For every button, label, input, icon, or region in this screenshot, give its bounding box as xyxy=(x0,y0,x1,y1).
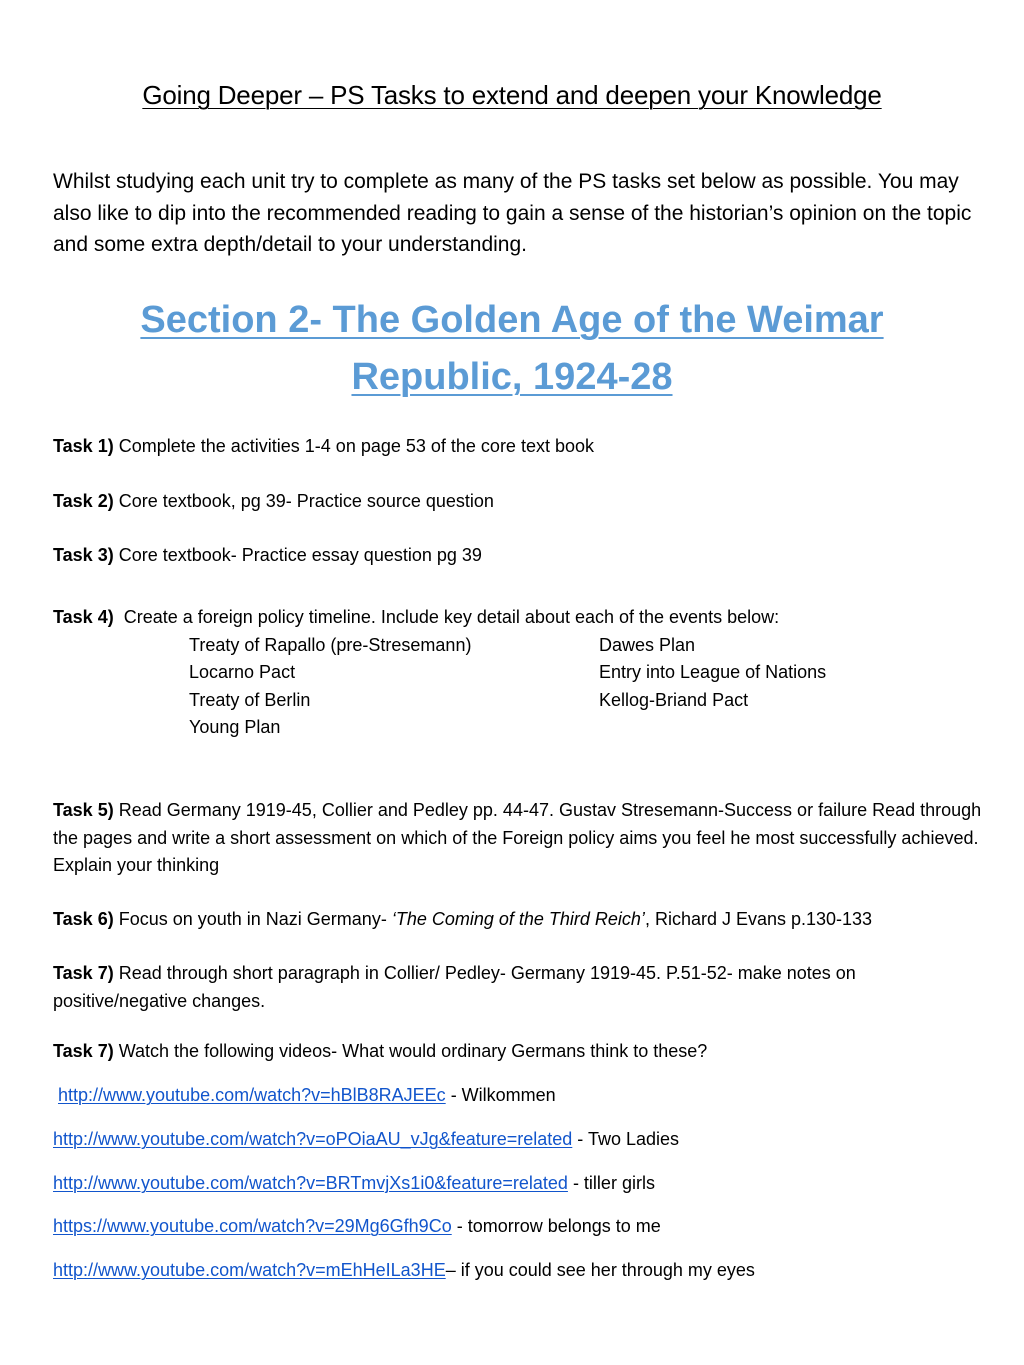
task-2 xyxy=(53,488,983,516)
video-link[interactable]: http://www.youtube.com/watch?v=BRTmvjXs1i0&feature=related xyxy=(53,1173,568,1193)
section-heading-line2: Republic, 1924-28 xyxy=(351,356,673,398)
event-item: Kellog-Briand Pact xyxy=(599,689,749,710)
task-label: Task 6) xyxy=(53,909,114,929)
video-item xyxy=(53,1126,993,1152)
task-label: Task 5) xyxy=(53,800,114,820)
intro-paragraph: Whilst studying each unit try to complete as many of the PS tasks set below as possible. You may also like to dip into the recommended reading to gain a sense of the historian’s opinion on the topic and some extra depth/detail to your understanding. xyxy=(53,170,972,256)
task-4 xyxy=(53,604,983,632)
task-3 xyxy=(53,542,983,570)
video-link[interactable]: http://www.youtube.com/watch?v=oPOiaAU_vJg&feature=related xyxy=(53,1129,573,1149)
events-left-column xyxy=(189,632,471,741)
event-item: Treaty of Rapallo (pre-Stresemann) xyxy=(189,635,472,655)
video-description: - Wilkommen xyxy=(445,1085,556,1105)
video-description: – if you could see her through my eyes xyxy=(445,1260,755,1280)
task-label: Task 2) xyxy=(53,491,114,511)
video-item xyxy=(53,1170,993,1196)
video-item xyxy=(53,1213,993,1239)
section-heading xyxy=(0,292,1024,406)
task-6 xyxy=(53,906,983,934)
task-7b xyxy=(53,1038,983,1066)
video-description: - tomorrow belongs to me xyxy=(451,1216,661,1236)
task-text: Complete the activities 1-4 on page 53 of the core text book xyxy=(113,436,594,456)
task-5 xyxy=(53,797,983,880)
task-1 xyxy=(53,433,983,461)
event-item: Entry into League of Nations xyxy=(599,662,827,683)
page-title: Going Deeper – PS Tasks to extend and deepen your Knowledge xyxy=(142,80,882,110)
video-description: - tiller girls xyxy=(567,1173,655,1193)
event-item: Young Plan xyxy=(189,716,281,737)
task-text: Create a foreign policy timeline. Include key detail about each of the events below: xyxy=(113,607,780,627)
video-description: - Two Ladies xyxy=(572,1129,680,1149)
task-text: , Richard J Evans p.130-133 xyxy=(644,909,873,929)
event-item: Dawes Plan xyxy=(599,635,696,655)
book-title: ‘The Coming of the Third Reich’ xyxy=(391,909,645,929)
task-text: Read Germany 1919-45, Collier and Pedley pp. 44-47. Gustav Stresemann-Success or failure Read through the pages and write a short assessment on which of the Foreign policy aims you feel he most successfully achieved. Explain your thinking xyxy=(53,800,982,875)
video-item xyxy=(53,1257,993,1283)
task-label: Task 7) xyxy=(53,963,114,983)
video-link[interactable]: https://www.youtube.com/watch?v=29Mg6Gfh9Co xyxy=(53,1216,452,1236)
task-text: Read through short paragraph in Collier/ Pedley- Germany 1919-45. P.51-52- make notes on positive/negative changes. xyxy=(53,963,856,1011)
video-link[interactable]: http://www.youtube.com/watch?v=mEhHeILa3HE xyxy=(53,1260,446,1280)
task-label: Task 7) xyxy=(53,1041,114,1061)
task-text: Core textbook- Practice essay question pg 39 xyxy=(113,545,482,565)
task-label: Task 4) xyxy=(53,607,114,627)
event-item: Treaty of Berlin xyxy=(189,689,311,710)
section-heading-line1: Section 2- The Golden Age of the Weimar xyxy=(140,299,884,341)
task-text: Core textbook, pg 39- Practice source question xyxy=(113,491,494,511)
task-label: Task 1) xyxy=(53,436,114,456)
task-text: Focus on youth in Nazi Germany- xyxy=(113,909,392,929)
task-text: Watch the following videos- What would ordinary Germans think to these? xyxy=(113,1041,708,1061)
task-7a xyxy=(53,960,983,1015)
video-link[interactable]: http://www.youtube.com/watch?v=hBlB8RAJEEc xyxy=(58,1085,446,1105)
events-right-column xyxy=(599,632,826,714)
video-item xyxy=(58,1082,998,1108)
event-item: Locarno Pact xyxy=(189,662,296,683)
task-label: Task 3) xyxy=(53,545,114,565)
